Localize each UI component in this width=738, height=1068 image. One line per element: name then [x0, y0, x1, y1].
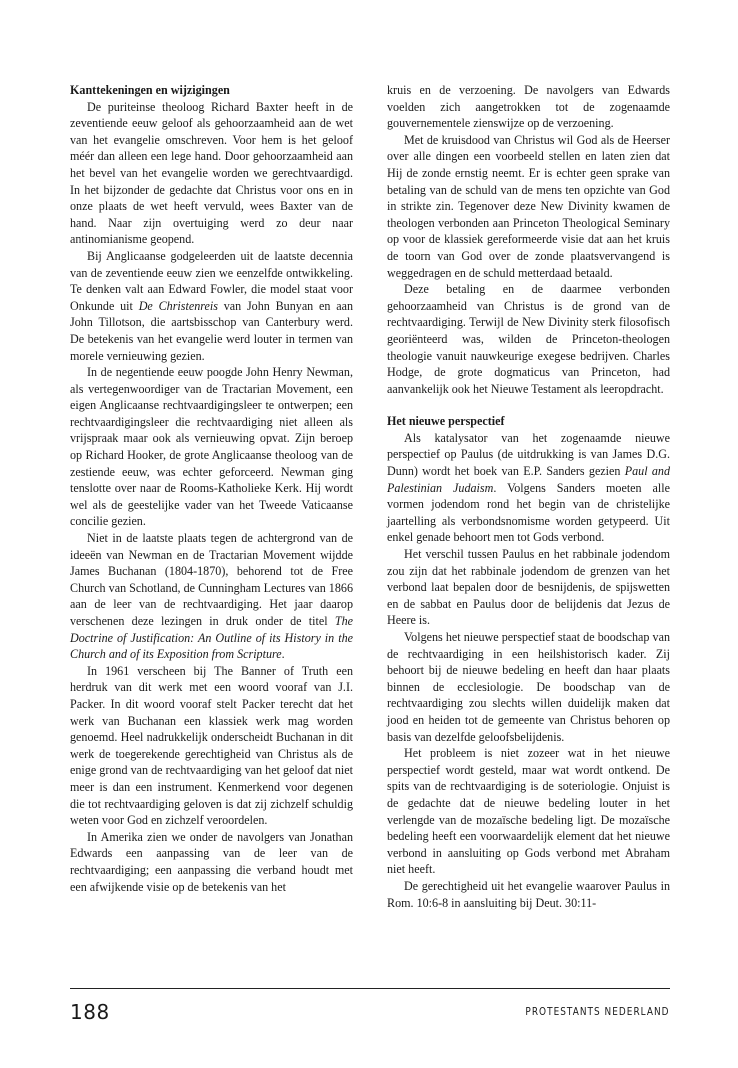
- paragraph: [70, 530, 353, 663]
- paragraph: kruis en de verzoening. De navolgers van Edwards voelden zich aangetrokken tot de zogenaamde gouvernementele zienswijze op de verzoening.: [387, 83, 670, 131]
- paragraph: Het verschil tussen Paulus en het rabbinale jodendom zou zijn dat het rabbinale jodendom de grenzen van het verbond laat bepalen door de besnijdenis, de spijswetten en de sabbat en Paulus door de belijdenis dat Jezus de Heere is.: [387, 547, 670, 628]
- paragraph: In Amerika zien we onder de navolgers van Jonathan Edwards een aanpassing van de leer van de rechtvaardiging; een aanpassing die verband houdt met een afwijkende visie op de betekenis van het: [70, 829, 353, 894]
- paragraph: De puriteinse theoloog Richard Baxter heeft in de zeventiende eeuw geloof als gehoorzaamheid aan de wet van het evangelie omschreven. Voor hem is het geloof méér dan alleen een lege hand. Door gehoorzaamheid aan het bevel van het evangelie worden we gerechtvaardigd. In het bijzonder de gedachte dat Christus voor ons en in onze plaats de wet heeft vervuld, wees Baxter van de hand. Naar zijn overtuiging werd zo deur naar antinomianisme geopend.: [70, 99, 353, 247]
- left-column: [70, 82, 353, 895]
- right-column: [387, 82, 670, 911]
- paragraph: In 1961 verscheen bij The Banner of Truth een herdruk van dit werk met een woord vooraf van J.I. Packer. In dit woord vooraf stelt Packer terecht dat het werk van Buchanan een klassiek werk mag worden genoemd. Heel nadrukkelijk onderscheidt Buchanan in dit werk de toegerekende gerechtigheid van Christus als de enige grond van de rechtvaardiging van het geloof dat niet meer is dan een instrument. Kenmerkend voor degenen die tot rechtvaardiging geloven is dat zij zichzelf schuldig weten voor God en zichzelf veroordelen.: [70, 663, 353, 828]
- paragraph: In de negentiende eeuw poogde John Henry Newman, als vertegenwoordiger van de Tractarian Movement, een eigen Anglicaanse rechtvaardigingsleer te ontwerpen; een rechtvaardigingsleer die rechtvaardiging niet alleen als vrijspraak maar ook als vernieuwing opvat. Zijn beroep op Richard Hooker, de grote Anglicaanse theoloog van de zestiende eeuw, was echter geforceerd. Newman ging tenslotte over naar de Rooms-Katholieke Kerk. Hij wordt wel als de geestelijke vader van het Tweede Vaticaanse concilie gezien.: [70, 365, 353, 529]
- text-span: .: [281, 647, 285, 662]
- text-span: . Volgens Sanders moeten alle vormen jodendom rond het begin van de christelijke jaartelling als verbondsnomisme worden getypeerd. Uit enkel genade behoort men tot Gods verbond.: [387, 480, 670, 545]
- section-spacer: [387, 397, 670, 413]
- paragraph: Deze betaling en de daarmee verbonden gehoorzaamheid van Christus is de grond van de rechtvaardiging. Terwijl de New Divinity sterk filosofisch georiënteerd was, wilden de Princeton-theologen theologie vanuit nauwkeurige exegese bedrijven. Charles Hodge, de grote dogmaticus van Princeton, had aanvankelijk ook het Nieuwe Testament als leeropdracht.: [387, 282, 670, 396]
- text-span: Als katalysator van het zogenaamde nieuwe perspectief op Paulus (de uitdrukking is van James D.G. Dunn) wordt het boek van E.P. Sanders gezien: [387, 430, 670, 479]
- book-title: Paul and Palestinian Judaism: [387, 464, 670, 495]
- section-heading-nieuwe-perspectief: Het nieuwe perspectief: [387, 414, 505, 429]
- text-span: Niet in de laatste plaats tegen de achtergrond van de ideeën van Newman en de Tractarian Movement wijdde James Buchanan (1804-1870), behorend tot de Free Church van Schotland, de Cunningham Lectures van 1866 aan de leer van de rechtvaardiging. Het jaar daarop verschenen deze lezingen in druk onder de titel: [70, 531, 353, 628]
- paragraph: [70, 248, 353, 364]
- book-title: De Christenreis: [138, 298, 218, 313]
- text-span: Bij Anglicaanse godgeleerden uit de laatste decennia van de zeventiende eeuw zien we eenzelfde ontwikkeling. Te denken valt aan Edward Fowler, die model staat voor Onkunde uit: [70, 248, 353, 313]
- paragraph: Met de kruisdood van Christus wil God als de Heerser over alle dingen een voorbeeld stellen en laten zien dat Hij de zonde ernstig neemt. Er is echter geen sprake van betaling van de schuld van de mens ten opzichte van God in strikte zin. Tegenover deze New Divinity kwamen de theologen verbonden aan Princeton Theological Seminary op voor de klassiek gereformeerde visie dat aan het kruis de toorn van God over de zonde plaatsvervangend is weggedragen en de schuld metterdaad betaald.: [387, 132, 670, 280]
- paragraph: De gerechtigheid uit het evangelie waarover Paulus in Rom. 10:6-8 in aansluiting bij Deut. 30:11-: [387, 878, 670, 910]
- text-span: van John Bunyan en aan John Tillotson, die aartsbisschop van Canterbury werd. De betekenis van het evangelie werd louter in termen van morele vernieuwing gezien.: [70, 298, 354, 363]
- section-heading-kanttekeningen: Kanttekeningen en wijzigingen: [70, 83, 230, 97]
- paragraph: Volgens het nieuwe perspectief staat de boodschap van de rechtvaardiging in een heilshistorisch kader. Zij behoort bij de nieuwe bedeling en heeft dan haar plaats binnen de ecclesiologie. De boodschap van de rechtvaardiging zou slechts willen duidelijk maken dat jood en heiden tot de gemeente van Christus behoren op basis van dezelfde geloofsbelijdenis.: [387, 630, 670, 744]
- paragraph: [387, 430, 670, 546]
- book-title: The Doctrine of Justification: An Outline of its History in the Church and of its Exposition from Scripture: [70, 614, 353, 662]
- publication-name: PROTESTANTS NEDERLAND: [525, 1006, 670, 1018]
- paragraph: Het probleem is niet zozeer wat in het nieuwe perspectief wordt gesteld, maar wat wordt ontkend. De spits van de rechtvaardiging is de soteriologie. Onjuist is de gedachte dat de nieuwe bedeling louter in het verlengde van de mozaïsche bedeling ligt. De mozaïsche bedeling heeft een voorwaardelijk element dat het nieuwe verbond in aansluiting op Gods verbond met Abraham niet heeft.: [387, 746, 670, 877]
- page-number: 188: [70, 1000, 110, 1024]
- footer-divider: [70, 988, 670, 989]
